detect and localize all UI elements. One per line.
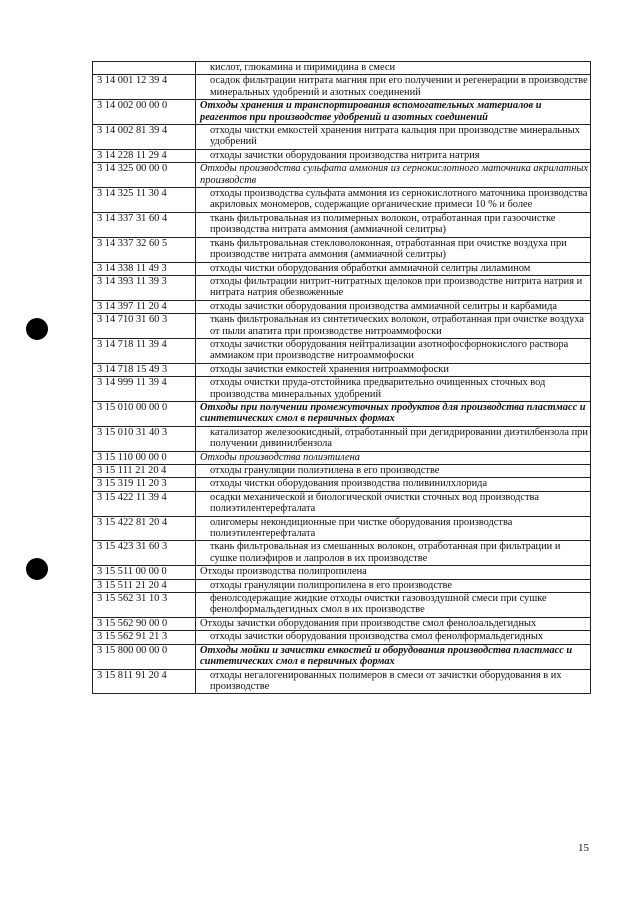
table-row <box>93 465 591 478</box>
waste-description-cell: фенолсодержащие жидкие отходы очистки газовоздушной смеси при сушке фенолформальдегидных смол в их производстве <box>196 593 591 618</box>
table-row <box>93 644 591 669</box>
table-row <box>93 275 591 300</box>
waste-description-cell: отходы фильтрации нитрит-нитратных щелоков при производстве нитрита натрия и нитрата натрия обезвоженные <box>196 275 591 300</box>
table-row <box>93 451 591 464</box>
waste-description-cell: отходы производства сульфата аммония из сернокислотного маточника производства акриловых мономеров, содержащие органические примеси 10 % и более <box>196 188 591 213</box>
table-row <box>93 617 591 630</box>
table-row <box>93 401 591 426</box>
waste-description-cell: Отходы мойки и зачистки емкостей и оборудования производства пластмасс и синтетических смол в первичных формах <box>196 644 591 669</box>
table-row <box>93 593 591 618</box>
waste-code-cell <box>93 62 196 75</box>
waste-code-cell: 3 15 319 11 20 3 <box>93 478 196 491</box>
waste-description-cell: отходы негалогенированных полимеров в смеси от зачистки оборудования в их производстве <box>196 669 591 694</box>
waste-code-cell: 3 15 422 11 39 4 <box>93 491 196 516</box>
waste-description-cell: ткань фильтровальная из смешанных волокон, отработанная при фильтрации и сушке полиэфиров и лапролов в их производстве <box>196 541 591 566</box>
waste-code-cell: 3 14 001 12 39 4 <box>93 75 196 100</box>
waste-description-cell: Отходы хранения и транспортирования вспомогательных материалов и реагентов при производстве удобрений и азотных соединений <box>196 100 591 125</box>
waste-code-cell: 3 15 511 21 20 4 <box>93 579 196 592</box>
waste-description-cell: Отходы производства полиэтилена <box>196 451 591 464</box>
waste-code-cell: 3 15 110 00 00 0 <box>93 451 196 464</box>
table-row <box>93 669 591 694</box>
table-row <box>93 100 591 125</box>
waste-description-cell: осадок фильтрации нитрата магния при его получении и регенерации в производстве минеральных удобрений и азотных соединений <box>196 75 591 100</box>
waste-code-cell: 3 15 562 31 10 3 <box>93 593 196 618</box>
waste-code-cell: 3 14 228 11 29 4 <box>93 149 196 162</box>
waste-description-cell: Отходы производства сульфата аммония из сернокислотного маточника акрилатных производств <box>196 163 591 188</box>
waste-description-cell: ткань фильтровальная из синтетических волокон, отработанная при очистке воздуха от пыли апатита при производстве нитроаммофоски <box>196 314 591 339</box>
table-row <box>93 262 591 275</box>
waste-description-cell: отходы грануляции полипропилена в его производстве <box>196 579 591 592</box>
table-row <box>93 516 591 541</box>
table-row <box>93 125 591 150</box>
waste-description-cell: ткань фильтровальная из полимерных волокон, отработанная при газоочистке производства нитрата аммония (аммиачной селитры) <box>196 212 591 237</box>
table-row <box>93 237 591 262</box>
waste-description-cell: отходы чистки оборудования производства поливинилхлорида <box>196 478 591 491</box>
waste-description-cell: отходы зачистки оборудования производства аммиачной селитры и карбамида <box>196 300 591 313</box>
waste-code-cell: 3 15 800 00 00 0 <box>93 644 196 669</box>
waste-code-cell: 3 14 710 31 60 3 <box>93 314 196 339</box>
waste-description-cell: осадки механической и биологической очистки сточных вод производства полиэтилентерефталата <box>196 491 591 516</box>
waste-code-cell: 3 15 562 91 21 3 <box>93 631 196 644</box>
waste-code-cell: 3 14 002 00 00 0 <box>93 100 196 125</box>
table-row <box>93 478 591 491</box>
table-row <box>93 491 591 516</box>
table-row <box>93 426 591 451</box>
waste-description-cell: отходы зачистки емкостей хранения нитроаммофоски <box>196 363 591 376</box>
waste-code-cell: 3 14 393 11 39 3 <box>93 275 196 300</box>
waste-description-cell: отходы зачистки оборудования производства нитрита натрия <box>196 149 591 162</box>
table-row <box>93 163 591 188</box>
waste-description-cell: Отходы зачистки оборудования при производстве смол фенолоальдегидных <box>196 617 591 630</box>
table-row <box>93 566 591 579</box>
waste-code-cell: 3 14 325 00 00 0 <box>93 163 196 188</box>
table-row <box>93 338 591 363</box>
waste-code-cell: 3 14 718 15 49 3 <box>93 363 196 376</box>
waste-code-cell: 3 14 338 11 49 3 <box>93 262 196 275</box>
waste-code-cell: 3 14 999 11 39 4 <box>93 377 196 402</box>
waste-code-cell: 3 15 811 91 20 4 <box>93 669 196 694</box>
waste-code-cell: 3 14 002 81 39 4 <box>93 125 196 150</box>
waste-code-cell: 3 14 397 11 20 4 <box>93 300 196 313</box>
waste-description-cell: отходы грануляции полиэтилена в его производстве <box>196 465 591 478</box>
waste-code-cell: 3 15 111 21 20 4 <box>93 465 196 478</box>
table-row <box>93 188 591 213</box>
waste-description-cell: кислот, глюкамина и пиримидина в смеси <box>196 62 591 75</box>
table-row <box>93 631 591 644</box>
table-row <box>93 314 591 339</box>
waste-description-cell: Отходы при получении промежуточных продуктов для производства пластмасс и синтетических смол в первичных формах <box>196 401 591 426</box>
waste-code-table <box>92 61 591 694</box>
punch-hole <box>26 558 48 580</box>
waste-code-cell: 3 15 422 81 20 4 <box>93 516 196 541</box>
waste-description-cell: отходы зачистки оборудования нейтрализации азотнофосфорнокислого раствора аммиаком при производстве нитроаммофоски <box>196 338 591 363</box>
waste-code-cell: 3 14 325 11 30 4 <box>93 188 196 213</box>
waste-description-cell: олигомеры некондиционные при чистке оборудования производства полиэтилентерефталата <box>196 516 591 541</box>
table-row <box>93 212 591 237</box>
waste-description-cell: отходы чистки емкостей хранения нитрата кальция при производстве минеральных удобрений <box>196 125 591 150</box>
table-row <box>93 300 591 313</box>
waste-description-cell: отходы очистки пруда-отстойника предварительно очищенных сточных вод производства минеральных удобрений <box>196 377 591 402</box>
waste-code-cell: 3 15 562 90 00 0 <box>93 617 196 630</box>
waste-description-cell: ткань фильтровальная стекловолоконная, отработанная при очистке воздуха при производстве нитрата аммония (аммиачной селитры) <box>196 237 591 262</box>
table-row <box>93 377 591 402</box>
waste-code-cell: 3 15 010 00 00 0 <box>93 401 196 426</box>
waste-description-cell: отходы зачистки оборудования производства смол фенолформальдегидных <box>196 631 591 644</box>
waste-code-cell: 3 14 337 31 60 4 <box>93 212 196 237</box>
table-row <box>93 75 591 100</box>
waste-description-cell: Отходы производства полипропилена <box>196 566 591 579</box>
table-row <box>93 579 591 592</box>
table-row <box>93 62 591 75</box>
table-row <box>93 541 591 566</box>
waste-code-cell: 3 15 511 00 00 0 <box>93 566 196 579</box>
table-row <box>93 363 591 376</box>
waste-description-cell: отходы чистки оборудования обработки аммиачной селитры лиламином <box>196 262 591 275</box>
waste-description-cell: катализатор железоокисдный, отработанный при дегидрировании диэтилбензола при получении дивинилбензола <box>196 426 591 451</box>
waste-code-cell: 3 14 337 32 60 5 <box>93 237 196 262</box>
waste-code-cell: 3 15 010 31 40 3 <box>93 426 196 451</box>
waste-code-cell: 3 15 423 31 60 3 <box>93 541 196 566</box>
table-row <box>93 149 591 162</box>
punch-hole <box>26 318 48 340</box>
waste-code-cell: 3 14 718 11 39 4 <box>93 338 196 363</box>
page-number: 15 <box>578 842 589 854</box>
